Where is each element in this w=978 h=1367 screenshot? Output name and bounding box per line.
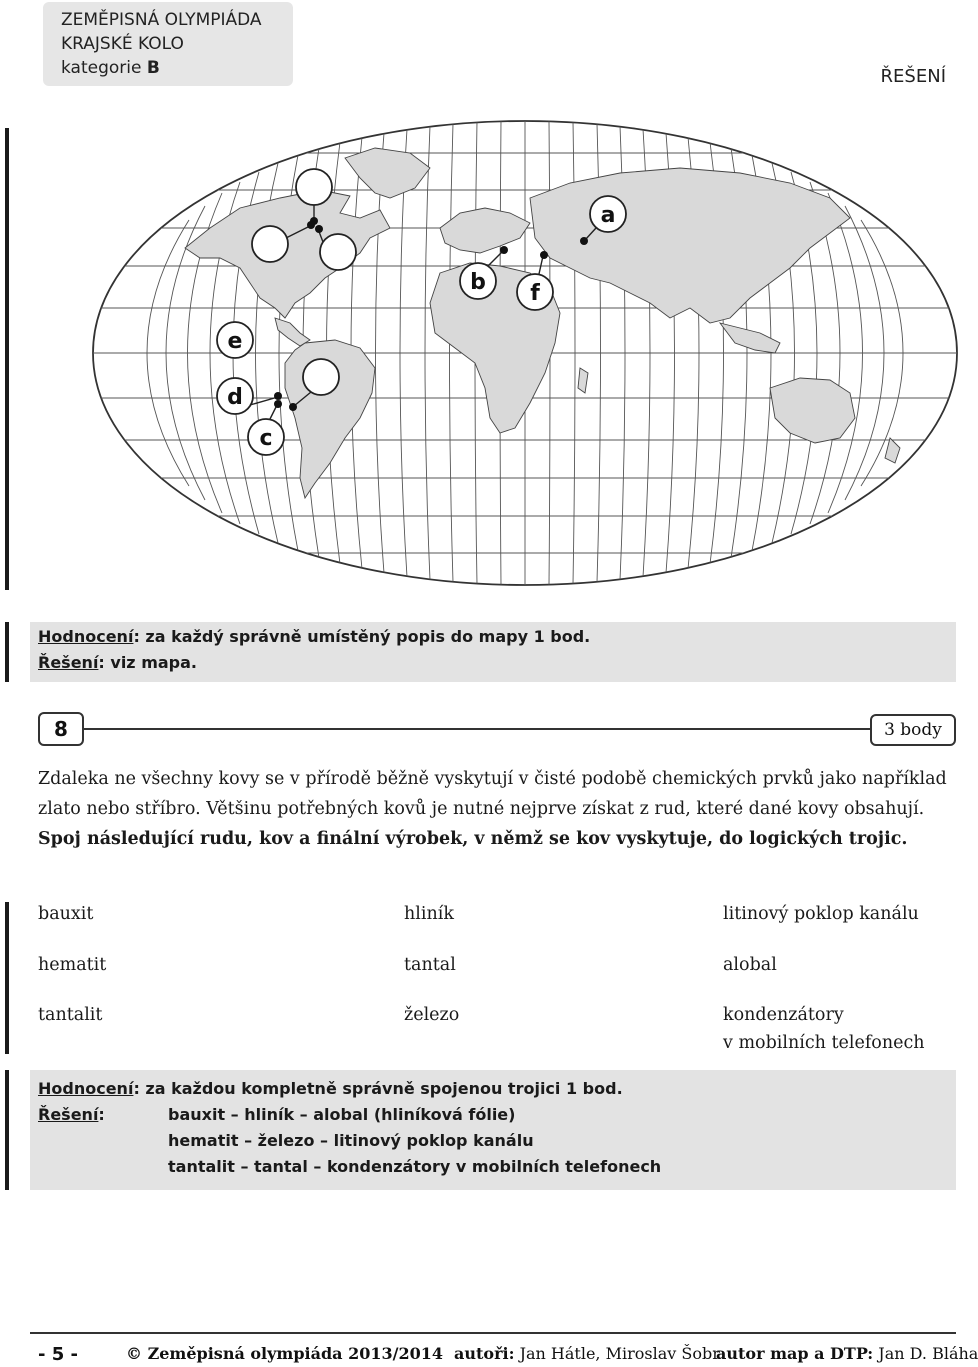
map-label-a: a bbox=[600, 203, 616, 228]
metal-item: železo bbox=[404, 1005, 460, 1025]
task8-reseni-row bbox=[38, 1102, 956, 1128]
map-label-e: e bbox=[227, 329, 243, 354]
margin-bar bbox=[5, 128, 9, 590]
footer-rule bbox=[30, 1332, 956, 1334]
footer-dtp bbox=[716, 1344, 978, 1363]
hodnoceni-label: Hodnocení bbox=[38, 627, 134, 646]
header-box bbox=[43, 2, 293, 86]
header-category bbox=[61, 56, 293, 80]
task-header-rule bbox=[84, 728, 870, 730]
task-number: 8 bbox=[38, 712, 84, 746]
reseni-text: : viz mapa. bbox=[98, 653, 197, 672]
solution-line: hematit – železo – litinový poklop kanálu bbox=[168, 1131, 534, 1150]
margin-bar bbox=[5, 902, 9, 1054]
task8-intro: Zdaleka ne všechny kovy se v přírodě běžně vyskytují v čisté podobě chemických prvků jako například zlato nebo stříbro. Většinu potřebných kovů je nutné nejprve získat z rud, které dané kovy obsahují. bbox=[38, 769, 947, 819]
dtp-label: autor map a DTP: bbox=[716, 1344, 874, 1363]
header-line-1: ZEMĚPISNÁ OLYMPIÁDA bbox=[61, 10, 262, 30]
hodnoceni-text: : za každou kompletně správně spojenou trojici 1 bod. bbox=[133, 1079, 623, 1098]
map-label-b: b bbox=[470, 270, 486, 295]
solution-line: bauxit – hliník – alobal (hliníková fólie) bbox=[168, 1105, 516, 1124]
task8-evaluation bbox=[30, 1070, 956, 1190]
reseni-label: Řešení bbox=[38, 1105, 99, 1124]
map-label-d: d bbox=[227, 385, 243, 410]
margin-bar bbox=[5, 622, 9, 682]
task-points: 3 body bbox=[870, 714, 956, 746]
ore-item: bauxit bbox=[38, 904, 94, 924]
task8-text bbox=[38, 764, 958, 854]
solution-line: tantalit – tantal – kondenzátory v mobilních telefonech bbox=[168, 1157, 662, 1176]
ore-item: hematit bbox=[38, 955, 107, 975]
footer-authors bbox=[454, 1344, 720, 1363]
reseni-label: Řešení bbox=[38, 653, 99, 672]
reseni-suffix: : bbox=[98, 1105, 105, 1124]
solution-tag: ŘEŠENÍ bbox=[880, 66, 946, 87]
footer-copyright: © Zeměpisná olympiáda 2013/2014 bbox=[126, 1344, 444, 1363]
map-label-f: f bbox=[530, 281, 540, 306]
product-item: litinový poklop kanálu bbox=[723, 904, 919, 924]
product-item-continued: v mobilních telefonech bbox=[723, 1033, 925, 1053]
task7-evaluation bbox=[30, 622, 956, 682]
ore-item: tantalit bbox=[38, 1005, 103, 1025]
metal-item: hliník bbox=[404, 904, 454, 924]
category-label: kategorie bbox=[61, 58, 142, 78]
header-line-2: KRAJSKÉ KOLO bbox=[61, 34, 184, 54]
hodnoceni-text: : za každý správně umístěný popis do mapy 1 bod. bbox=[133, 627, 591, 646]
margin-bar bbox=[5, 1070, 9, 1190]
product-item: kondenzátory bbox=[723, 1005, 844, 1025]
metal-item: tantal bbox=[404, 955, 456, 975]
page-number: - 5 - bbox=[38, 1344, 78, 1365]
category-value: B bbox=[146, 58, 160, 78]
world-map bbox=[90, 118, 960, 588]
product-item: alobal bbox=[723, 955, 777, 975]
dtp-name: Jan D. Bláha bbox=[878, 1344, 978, 1363]
hodnoceni-label: Hodnocení bbox=[38, 1079, 134, 1098]
authors-label: autoři: bbox=[454, 1344, 515, 1363]
task8-hodnoceni bbox=[38, 1076, 956, 1102]
task7-reseni bbox=[38, 650, 956, 676]
task8-instruction: Spoj následující rudu, kov a finální výrobek, v němž se kov vyskytuje, do logických trojic. bbox=[38, 829, 908, 849]
map-label-c: c bbox=[259, 426, 273, 451]
authors-names: Jan Hátle, Miroslav Šobr bbox=[519, 1344, 720, 1363]
task7-hodnoceni bbox=[38, 624, 956, 650]
